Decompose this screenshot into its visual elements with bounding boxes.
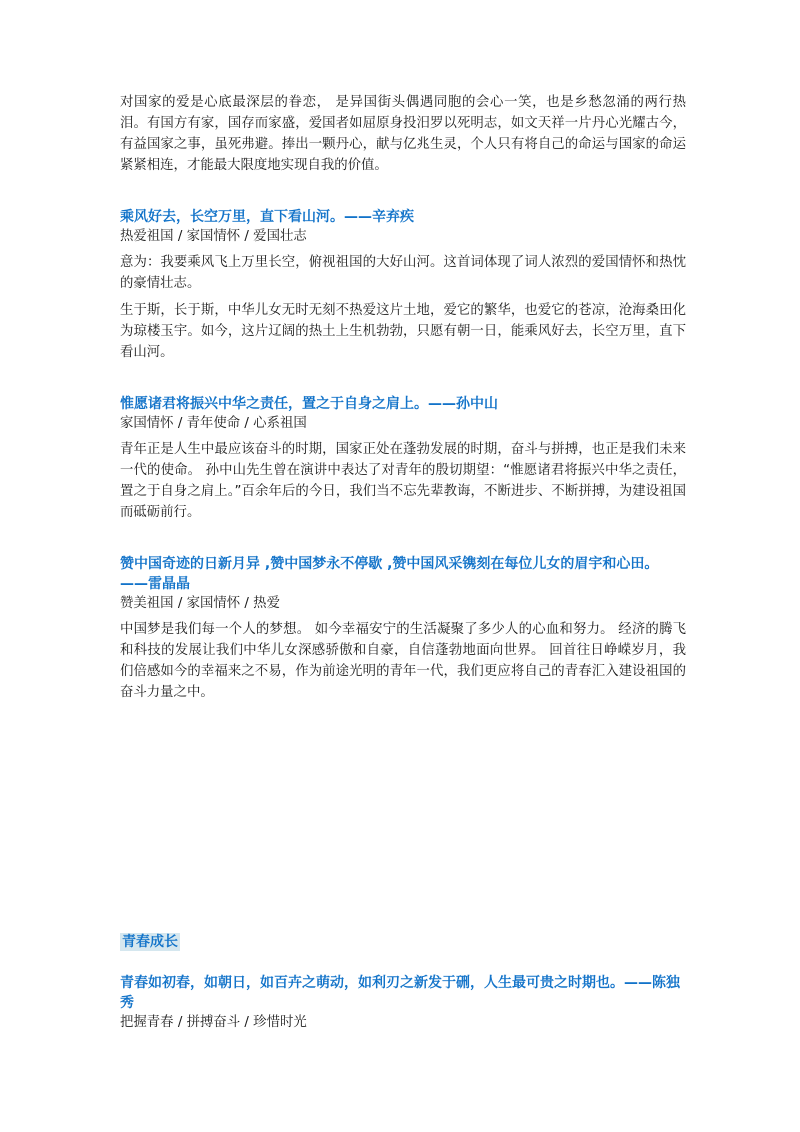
- quote-block: [120, 554, 686, 703]
- quote-block: [120, 973, 686, 1033]
- quote-tags: 把握青春 / 拼搏奋斗 / 珍惜时光: [120, 1015, 307, 1030]
- quote-title: 惟愿诸君将振兴中华之责任，置之于自身之肩上。——孙中山: [120, 396, 498, 412]
- quote-tags: 热爱祖国 / 家国情怀 / 爱国壮志: [120, 229, 307, 244]
- quote-tags: 家国情怀 / 青年使命 / 心系祖国: [120, 416, 307, 431]
- section-heading: 青春成长: [122, 934, 178, 950]
- quote-title: 赞中国奇迹的日新月异 ,赞中国梦永不停歇 ,赞中国风采镌刻在每位儿女的眉宇和心田。——雷晶晶: [120, 556, 659, 592]
- quote-paragraph: 生于斯，长于斯，中华儿女无时无刻不热爱这片土地，爱它的繁华，也爱它的苍凉，沧海桑田化为琼楼玉宇。如今，这片辽阔的热土上生机勃勃，只愿有朝一日，能乘风好去，长空万里，直下看山河。: [120, 303, 686, 360]
- document-page: [120, 92, 686, 1033]
- quote-paragraph: 意为：我要乘风飞上万里长空，俯视祖国的大好山河。这首词体现了词人浓烈的爱国情怀和热忱的豪情壮志。: [120, 255, 686, 291]
- quote-title: 乘风好去，长空万里，直下看山河。——辛弃疾: [120, 209, 414, 225]
- quote-paragraph: 青年正是人生中最应该奋斗的时期，国家正处在蓬勃发展的时期，奋斗与拼搏，也正是我们未来一代的使命。 孙中山先生曾在演讲中表达了对青年的殷切期望：“惟愿诸君将振兴中华之责任，置之于自身之肩上。”百余年后的今日，我们当不忘先辈教诲，不断进步、不断拼搏，为建设祖国而砥砺前行。: [120, 442, 686, 520]
- quote-paragraph: 中国梦是我们每一个人的梦想。 如今幸福安宁的生活凝聚了多少人的心血和努力。 经济的腾飞和科技的发展让我们中华儿女深感骄傲和自豪，自信蓬勃地面向世界。 回首往日峥嵘岁月，我们倍感如今的幸福来之不易，作为前途光明的青年一代，我们更应将自己的青春汇入建设祖国的奋斗力量之中。: [120, 622, 686, 700]
- quote-tags: 赞美祖国 / 家国情怀 / 热爱: [120, 596, 280, 611]
- quote-title: 青春如初春，如朝日，如百卉之萌动，如利刃之新发于硎，人生最可贵之时期也。——陈独秀: [120, 975, 680, 1011]
- quote-block: [120, 394, 686, 523]
- quote-block: [120, 207, 686, 363]
- intro-paragraph: 对国家的爱是心底最深层的眷恋， 是异国街头偶遇同胞的会心一笑，也是乡愁忽涌的两行热泪。有国方有家，国存而家盛，爱国者如屈原身投汨罗以死明志，如文天祥一片丹心光耀古今，有益国家之事，虽死弗避。捧出一颗丹心，献与亿兆生灵，个人只有将自己的命运与国家的命运紧紧相连，才能最大限度地实现自我的价值。: [120, 95, 686, 173]
